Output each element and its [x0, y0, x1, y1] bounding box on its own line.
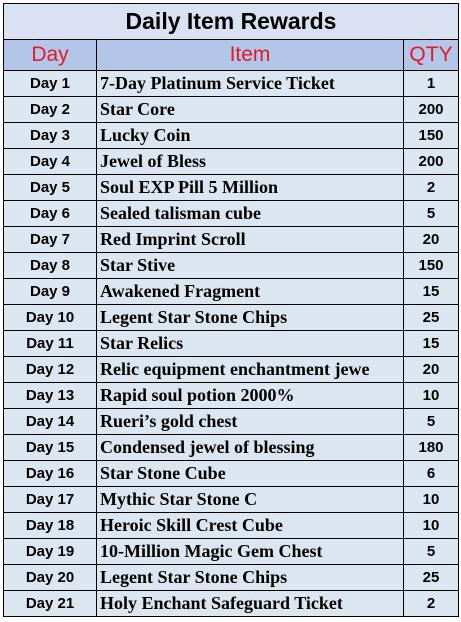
- table-row: [4, 201, 459, 227]
- day-cell: Day 4: [4, 149, 97, 175]
- day-cell: Day 12: [4, 357, 97, 383]
- qty-cell: 5: [404, 201, 459, 227]
- item-cell: Rueri’s gold chest: [97, 409, 404, 435]
- qty-cell: 10: [404, 513, 459, 539]
- item-cell: Mythic Star Stone C: [97, 487, 404, 513]
- item-cell: Legent Star Stone Chips: [97, 305, 404, 331]
- qty-cell: 180: [404, 435, 459, 461]
- header-qty: QTY: [404, 40, 459, 71]
- table-row: [4, 279, 459, 305]
- item-cell: Condensed jewel of blessing: [97, 435, 404, 461]
- item-cell: Star Stone Cube: [97, 461, 404, 487]
- table-row: [4, 565, 459, 591]
- table-row: [4, 149, 459, 175]
- day-cell: Day 17: [4, 487, 97, 513]
- day-cell: Day 9: [4, 279, 97, 305]
- item-cell: Rapid soul potion 2000%: [97, 383, 404, 409]
- rewards-sheet: [3, 3, 458, 617]
- table-row: [4, 435, 459, 461]
- table-row: [4, 461, 459, 487]
- item-cell: Heroic Skill Crest Cube: [97, 513, 404, 539]
- table-body: [4, 71, 459, 617]
- table-row: [4, 227, 459, 253]
- qty-cell: 150: [404, 123, 459, 149]
- item-cell: Relic equipment enchantment jewe: [97, 357, 404, 383]
- item-cell: 7-Day Platinum Service Ticket: [97, 71, 404, 97]
- item-cell: 10-Million Magic Gem Chest: [97, 539, 404, 565]
- table-row: [4, 305, 459, 331]
- table-row: [4, 383, 459, 409]
- table-row: [4, 513, 459, 539]
- qty-cell: 150: [404, 253, 459, 279]
- day-cell: Day 16: [4, 461, 97, 487]
- table-row: [4, 71, 459, 97]
- table-row: [4, 331, 459, 357]
- qty-cell: 15: [404, 279, 459, 305]
- qty-cell: 1: [404, 71, 459, 97]
- item-cell: Star Relics: [97, 331, 404, 357]
- day-cell: Day 19: [4, 539, 97, 565]
- item-cell: Sealed talisman cube: [97, 201, 404, 227]
- qty-cell: 20: [404, 227, 459, 253]
- day-cell: Day 7: [4, 227, 97, 253]
- qty-cell: 200: [404, 97, 459, 123]
- qty-cell: 2: [404, 591, 459, 617]
- daily-rewards-table: [3, 3, 459, 617]
- day-cell: Day 13: [4, 383, 97, 409]
- day-cell: Day 5: [4, 175, 97, 201]
- day-cell: Day 3: [4, 123, 97, 149]
- day-cell: Day 18: [4, 513, 97, 539]
- header-item: Item: [97, 40, 404, 71]
- day-cell: Day 8: [4, 253, 97, 279]
- item-cell: Red Imprint Scroll: [97, 227, 404, 253]
- table-row: [4, 591, 459, 617]
- qty-cell: 10: [404, 383, 459, 409]
- item-cell: Holy Enchant Safeguard Ticket: [97, 591, 404, 617]
- table-row: [4, 175, 459, 201]
- item-cell: Legent Star Stone Chips: [97, 565, 404, 591]
- item-cell: Soul EXP Pill 5 Million: [97, 175, 404, 201]
- day-cell: Day 6: [4, 201, 97, 227]
- item-cell: Jewel of Bless: [97, 149, 404, 175]
- table-row: [4, 409, 459, 435]
- item-cell: Star Stive: [97, 253, 404, 279]
- day-cell: Day 10: [4, 305, 97, 331]
- table-row: [4, 357, 459, 383]
- header-day: Day: [4, 40, 97, 71]
- qty-cell: 25: [404, 565, 459, 591]
- item-cell: Lucky Coin: [97, 123, 404, 149]
- qty-cell: 10: [404, 487, 459, 513]
- qty-cell: 6: [404, 461, 459, 487]
- item-cell: Star Core: [97, 97, 404, 123]
- qty-cell: 20: [404, 357, 459, 383]
- title-row: [4, 4, 459, 40]
- qty-cell: 15: [404, 331, 459, 357]
- day-cell: Day 15: [4, 435, 97, 461]
- table-row: [4, 253, 459, 279]
- day-cell: Day 21: [4, 591, 97, 617]
- qty-cell: 200: [404, 149, 459, 175]
- qty-cell: 25: [404, 305, 459, 331]
- table-title: Daily Item Rewards: [4, 4, 459, 40]
- day-cell: Day 20: [4, 565, 97, 591]
- qty-cell: 5: [404, 409, 459, 435]
- day-cell: Day 2: [4, 97, 97, 123]
- table-row: [4, 487, 459, 513]
- qty-cell: 2: [404, 175, 459, 201]
- qty-cell: 5: [404, 539, 459, 565]
- day-cell: Day 1: [4, 71, 97, 97]
- table-row: [4, 123, 459, 149]
- table-row: [4, 97, 459, 123]
- item-cell: Awakened Fragment: [97, 279, 404, 305]
- table-row: [4, 539, 459, 565]
- header-row: [4, 40, 459, 71]
- day-cell: Day 14: [4, 409, 97, 435]
- day-cell: Day 11: [4, 331, 97, 357]
